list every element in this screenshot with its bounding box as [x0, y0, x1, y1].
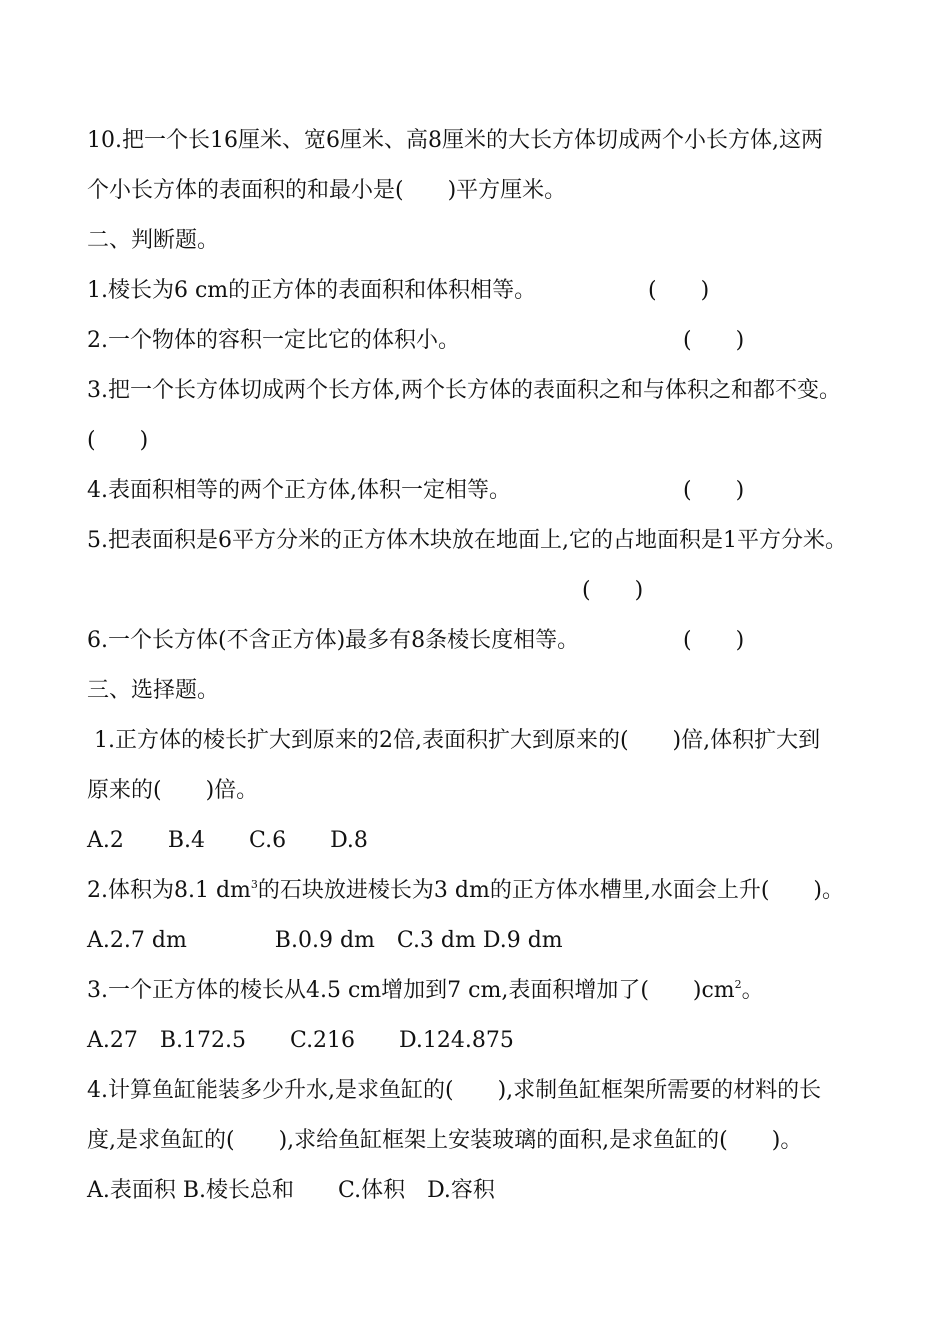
choice-q3-superscript: 2: [734, 978, 742, 991]
choice-q2-text-b: 的石块放进棱长为3 dm的正方体水槽里,水面会上升( )。: [257, 878, 845, 903]
choice-q2-text-a: 2.体积为8.1 dm: [87, 878, 251, 903]
judge-q1: 1.棱长为6 cm的正方体的表面积和体积相等。: [87, 278, 537, 303]
judge-q3-answer-paren: ( ): [87, 428, 149, 453]
choice-q1-line-1: 1.正方体的棱长扩大到原来的2倍,表面积扩大到原来的( )倍,体积扩大到: [87, 728, 821, 753]
judge-q6: 6.一个长方体(不含正方体)最多有8条棱长度相等。: [87, 628, 580, 653]
q10-line-1: 10.把一个长16厘米、宽6厘米、高8厘米的大长方体切成两个小长方体,这两: [87, 128, 823, 153]
q10-line-2: 个小长方体的表面积的和最小是( )平方厘米。: [87, 178, 567, 203]
choice-q4-line-1: 4.计算鱼缸能装多少升水,是求鱼缸的( ),求制鱼缸框架所需要的材料的长: [87, 1078, 822, 1103]
judge-q5-answer-paren: ( ): [582, 578, 644, 603]
choice-q4-line-2: 度,是求鱼缸的( ),求给鱼缸框架上安装玻璃的面积,是求鱼缸的( )。: [87, 1128, 803, 1153]
choice-q2-superscript: 3: [250, 878, 258, 891]
section-judgement-heading: 二、判断题。: [87, 228, 220, 253]
judge-q4: 4.表面积相等的两个正方体,体积一定相等。: [87, 478, 511, 503]
choice-q3-options: A.27 B.172.5 C.216 D.124.875: [87, 1028, 514, 1053]
judge-q6-answer-paren: ( ): [683, 628, 745, 653]
judge-q5: 5.把表面积是6平方分米的正方体木块放在地面上,它的占地面积是1平方分米。: [87, 528, 847, 553]
choice-q1-options: A.2 B.4 C.6 D.8: [87, 828, 368, 853]
choice-q2-options: A.2.7 dm B.0.9 dm C.3 dm D.9 dm: [87, 928, 563, 953]
choice-q3-text-b: 。: [741, 978, 764, 1003]
choice-q4-options: A.表面积 B.棱长总和 C.体积 D.容积: [87, 1178, 495, 1203]
section-choice-heading: 三、选择题。: [87, 678, 220, 703]
choice-q2: [87, 877, 890, 905]
choice-q3-text-a: 3.一个正方体的棱长从4.5 cm增加到7 cm,表面积增加了( )cm: [87, 978, 735, 1003]
judge-q1-answer-paren: ( ): [648, 278, 710, 303]
judge-q2: 2.一个物体的容积一定比它的体积小。: [87, 328, 460, 353]
choice-q1-line-2: 原来的( )倍。: [87, 778, 259, 803]
judge-q4-answer-paren: ( ): [683, 478, 745, 503]
judge-q2-answer-paren: ( ): [683, 328, 745, 353]
judge-q3: 3.把一个长方体切成两个长方体,两个长方体的表面积之和与体积之和都不变。: [87, 378, 841, 403]
choice-q3: [87, 977, 890, 1005]
